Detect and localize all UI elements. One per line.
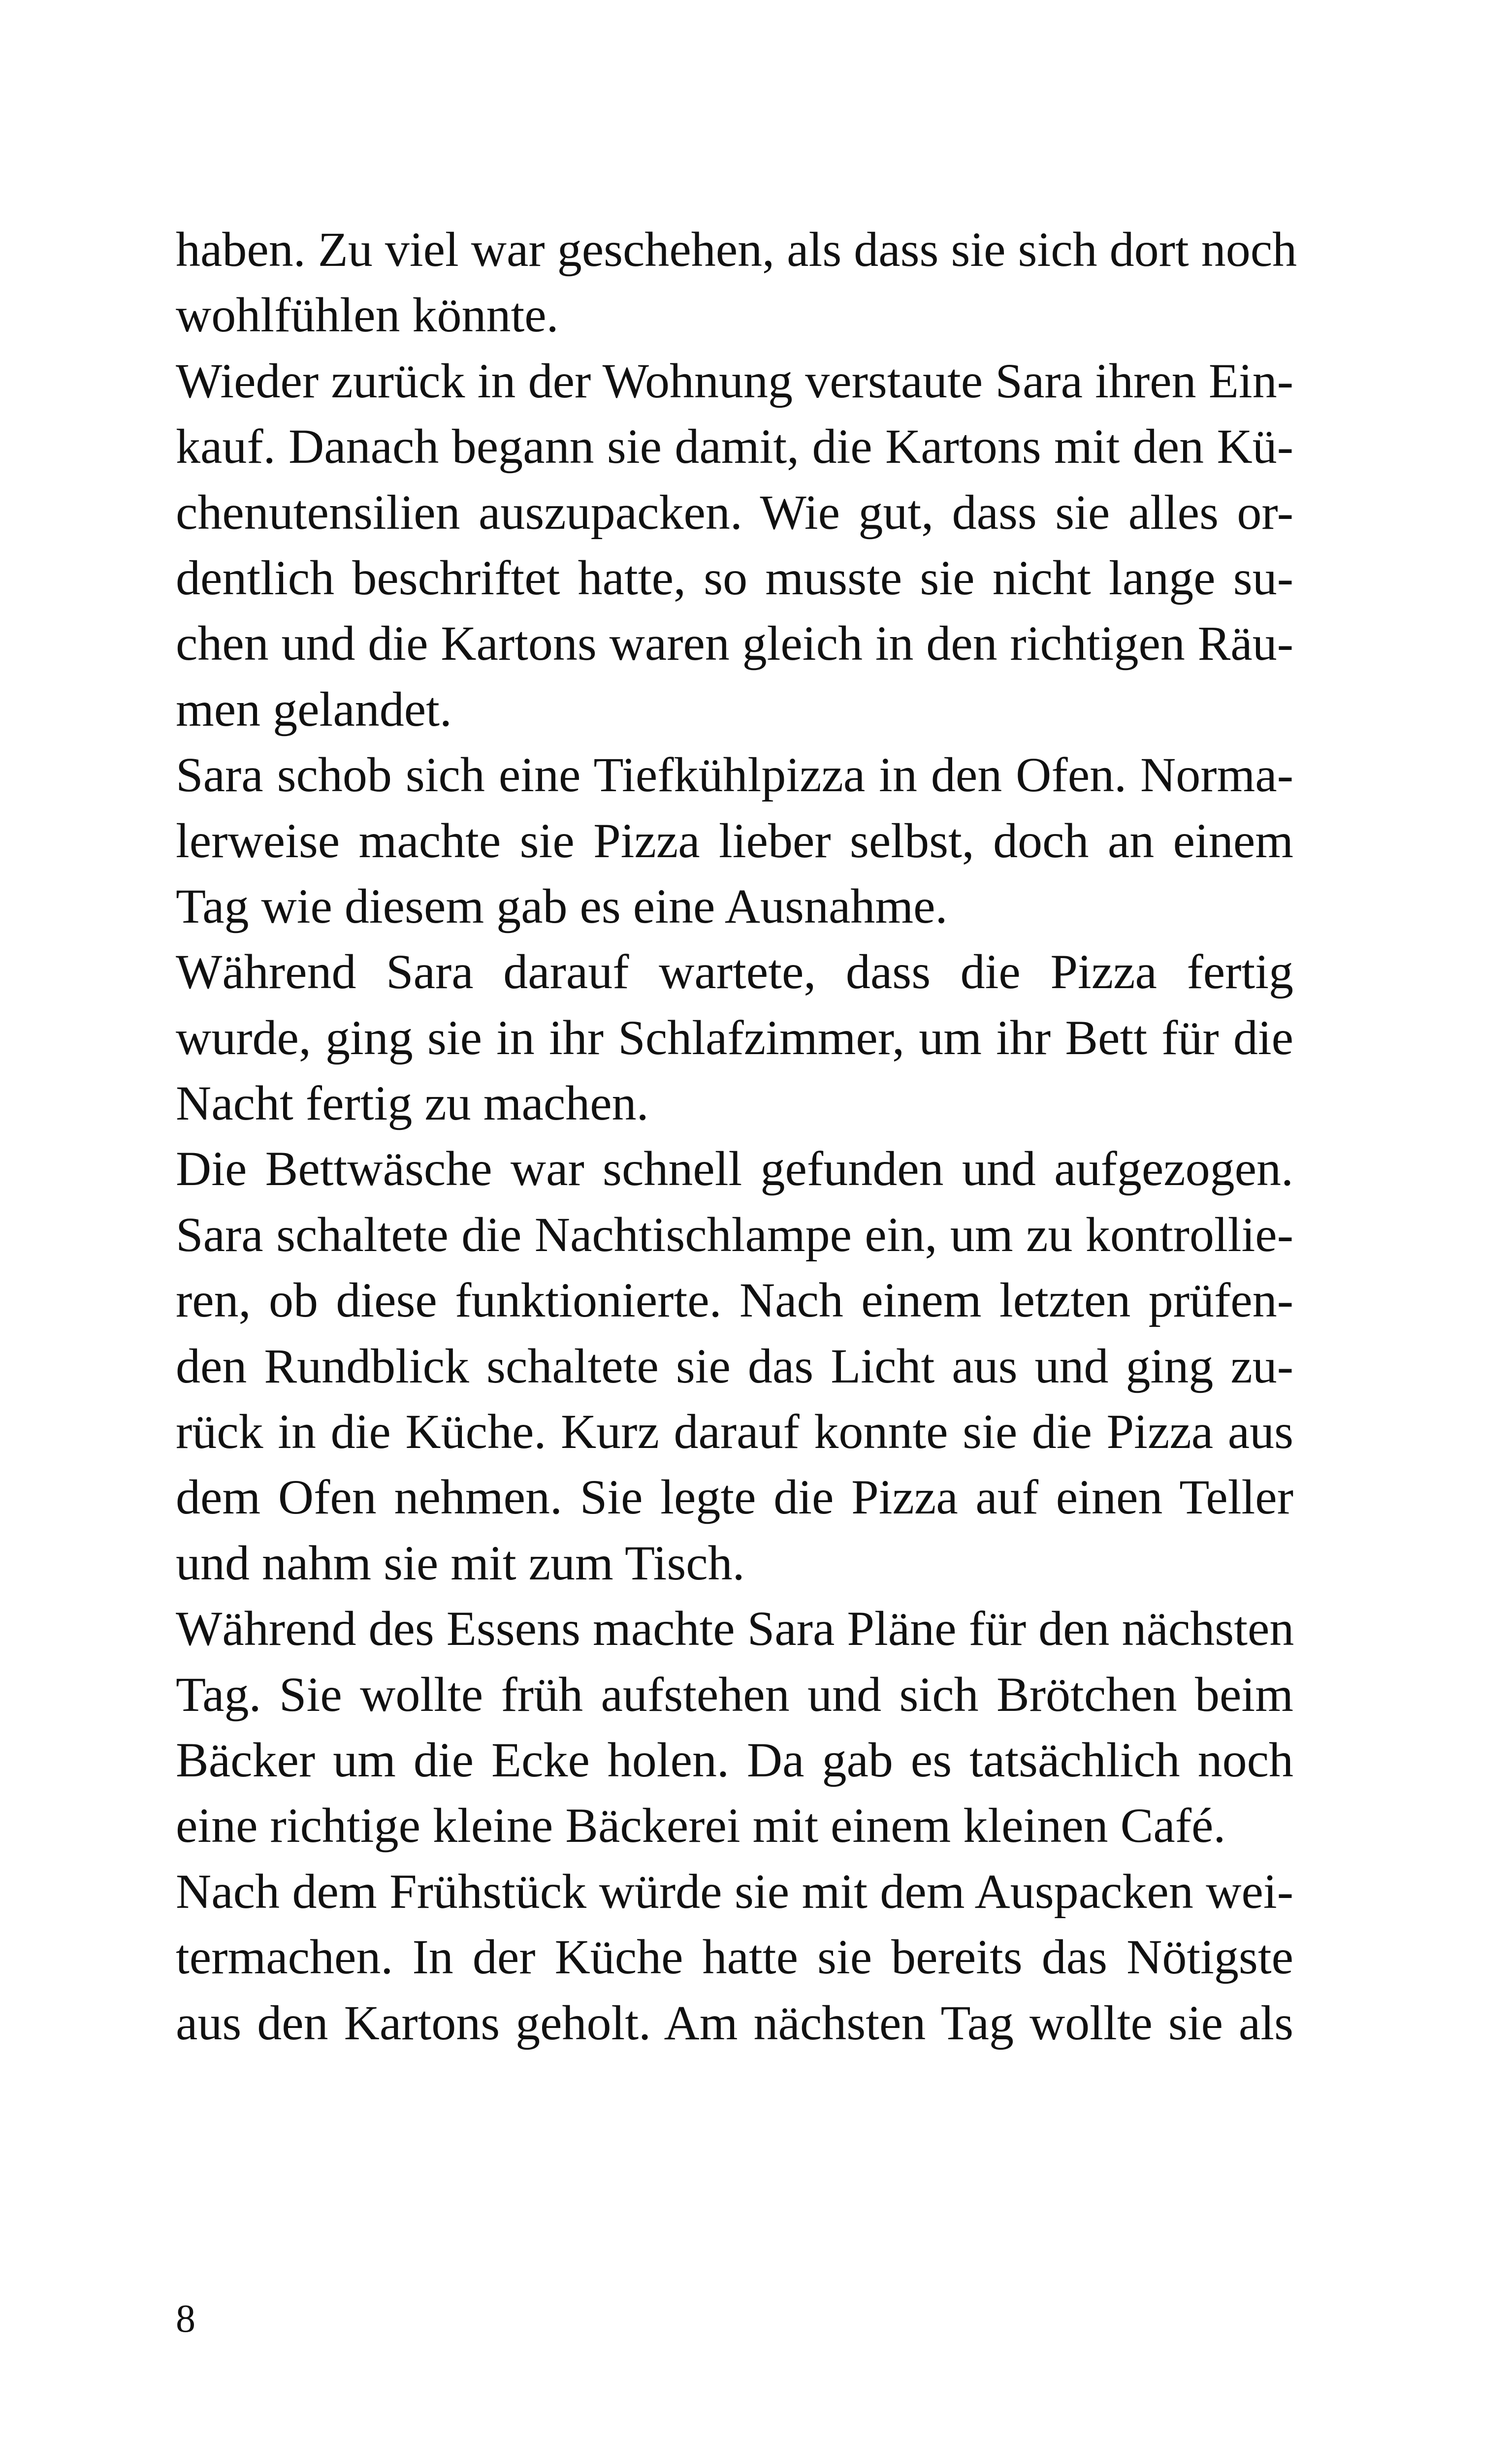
text-line: wohlfühlen könnte.: [176, 288, 559, 343]
text-line: Wieder zurück in der Wohnung verstaute Sara ihren Ein-: [176, 353, 1293, 408]
text-line: men gelandet.: [176, 681, 452, 737]
text-line: aus den Kartons geholt. Am nächsten Tag wollte sie als: [176, 1995, 1293, 2050]
text-line: Während Sara darauf wartete, dass die Pizza fertig: [176, 944, 1293, 999]
text-line: lerweise machte sie Pizza lieber selbst, doch an einem: [176, 813, 1293, 868]
text-line: ren, ob diese funktionierte. Nach einem letzten prüfen-: [176, 1273, 1293, 1328]
text-line: Sara schob sich eine Tiefkühlpizza in den Ofen. Norma-: [176, 747, 1293, 803]
text-line: den Rundblick schaltete sie das Licht aus und ging zu-: [176, 1338, 1293, 1393]
text-line: termachen. In der Küche hatte sie bereits das Nötigste: [176, 1929, 1293, 1985]
text-line: Nacht fertig zu machen.: [176, 1076, 649, 1131]
text-line: Nach dem Frühstück würde sie mit dem Auspacken wei-: [176, 1864, 1293, 1919]
page-number: 8: [176, 2297, 195, 2341]
text-line: Tag. Sie wollte früh aufstehen und sich Brötchen beim: [176, 1667, 1293, 1722]
text-line: Die Bettwäsche war schnell gefunden und aufgezogen.: [176, 1141, 1293, 1196]
text-line: haben. Zu viel war geschehen, als dass sie sich dort noch: [176, 222, 1297, 277]
text-line: Tag wie diesem gab es eine Ausnahme.: [176, 878, 948, 933]
text-line: und nahm sie mit zum Tisch.: [176, 1535, 745, 1590]
text-line: Während des Essens machte Sara Pläne für den nächsten: [176, 1601, 1294, 1656]
body-text: [176, 217, 1297, 2056]
text-line: eine richtige kleine Bäckerei mit einem kleinen Café.: [176, 1798, 1226, 1853]
text-line: wurde, ging sie in ihr Schlafzimmer, um ihr Bett für die: [176, 1010, 1293, 1065]
text-line: dentlich beschriftet hatte, so musste sie nicht lange su-: [176, 550, 1293, 605]
text-line: Bäcker um die Ecke holen. Da gab es tatsächlich noch: [176, 1732, 1293, 1787]
text-line: Sara schaltete die Nachtischlampe ein, um zu kontrollie-: [176, 1207, 1293, 1262]
text-line: kauf. Danach begann sie damit, die Kartons mit den Kü-: [176, 419, 1293, 474]
text-line: chenutensilien auszupacken. Wie gut, dass sie alles or-: [176, 484, 1293, 540]
text-line: rück in die Küche. Kurz darauf konnte sie die Pizza aus: [176, 1404, 1293, 1459]
text-line: chen und die Kartons waren gleich in den richtigen Räu-: [176, 616, 1293, 671]
text-line: dem Ofen nehmen. Sie legte die Pizza auf einen Teller: [176, 1470, 1293, 1525]
